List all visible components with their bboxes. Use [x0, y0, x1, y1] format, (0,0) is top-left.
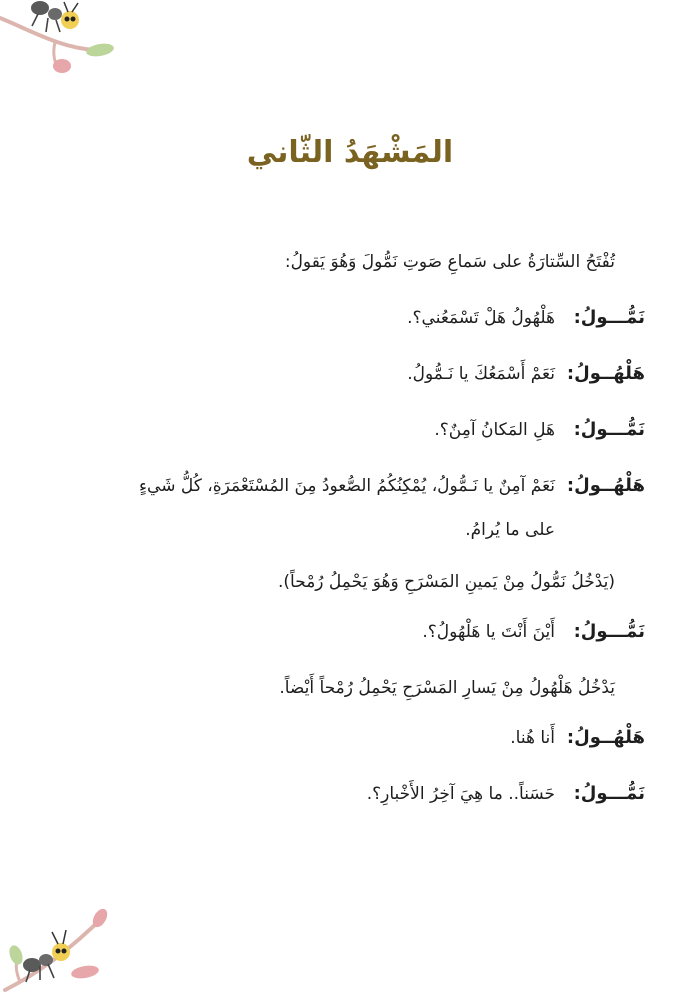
dialogue-line [45, 360, 645, 388]
speaker-name: نَمُّـــولُ: [573, 419, 645, 440]
speaker-name: نَمُّـــولُ: [573, 783, 645, 804]
dialogue-line [45, 780, 645, 808]
dialogue-line [45, 304, 645, 332]
speech-text-multiline [45, 472, 563, 544]
speaker-name: هَلْهُــولُ: [566, 475, 645, 496]
dialogue-line [45, 472, 645, 544]
speech-text: نَعَمْ آمِنٌ يا نَـمُّولُ، يُمْكِنُكُمُ الصُّعودُ مِنَ المُسْتَعْمَرَةِ، كُلُّ شَيءٍ [139, 476, 555, 496]
speech-text: حَسَناً.. ما هِيَ آخِرُ الأَخْبارِ؟. [366, 784, 555, 804]
scene-title: المَشْهَدُ الثّاني [246, 135, 454, 170]
speaker-name: هَلْهُــولُ: [566, 363, 645, 384]
speaker-name: نَمُّـــولُ: [573, 307, 645, 328]
speech-text: نَعَمْ أَسْمَعُكَ يا نَـمُّولُ. [407, 364, 555, 384]
dialogue-line [45, 416, 645, 444]
ant-on-branch-illustration-bottom [0, 900, 120, 1000]
speaker-name: هَلْهُــولُ: [566, 727, 645, 748]
speech-text: أَيْنَ أَنْتَ يا هَلْهُولُ؟. [422, 622, 555, 642]
ant-on-branch-illustration [0, 0, 130, 80]
stage-direction-enter-left: يَدْخُلُ هَلْهُولُ مِنْ يَسارِ المَسْرَحِ يَحْمِلُ رُمْحاً أَيْضاً. [279, 678, 615, 698]
play-script [45, 248, 645, 836]
dialogue-line [45, 618, 645, 646]
stage-direction-intro: تُفْتَحُ السِّتارَةُ على سَماعِ صَوتِ نَمُّولَ وَهُوَ يَقولُ: [284, 252, 615, 272]
speech-text: أَنا هُنا. [510, 728, 555, 748]
dialogue-line [45, 724, 645, 752]
speaker-name: نَمُّـــولُ: [573, 621, 645, 642]
speech-text: هَلِ المَكانُ آمِنٌ؟. [434, 420, 555, 440]
stage-direction-enter-right: (يَدْخُلُ نَمُّولُ مِنْ يَمينِ المَسْرَحِ وَهُوَ يَحْمِلُ رُمْحاً). [278, 572, 615, 592]
speech-text: هَلْهُولُ هَلْ تَسْمَعُني؟. [407, 308, 555, 328]
speech-text-continuation: على ما يُرامُ. [465, 520, 555, 540]
